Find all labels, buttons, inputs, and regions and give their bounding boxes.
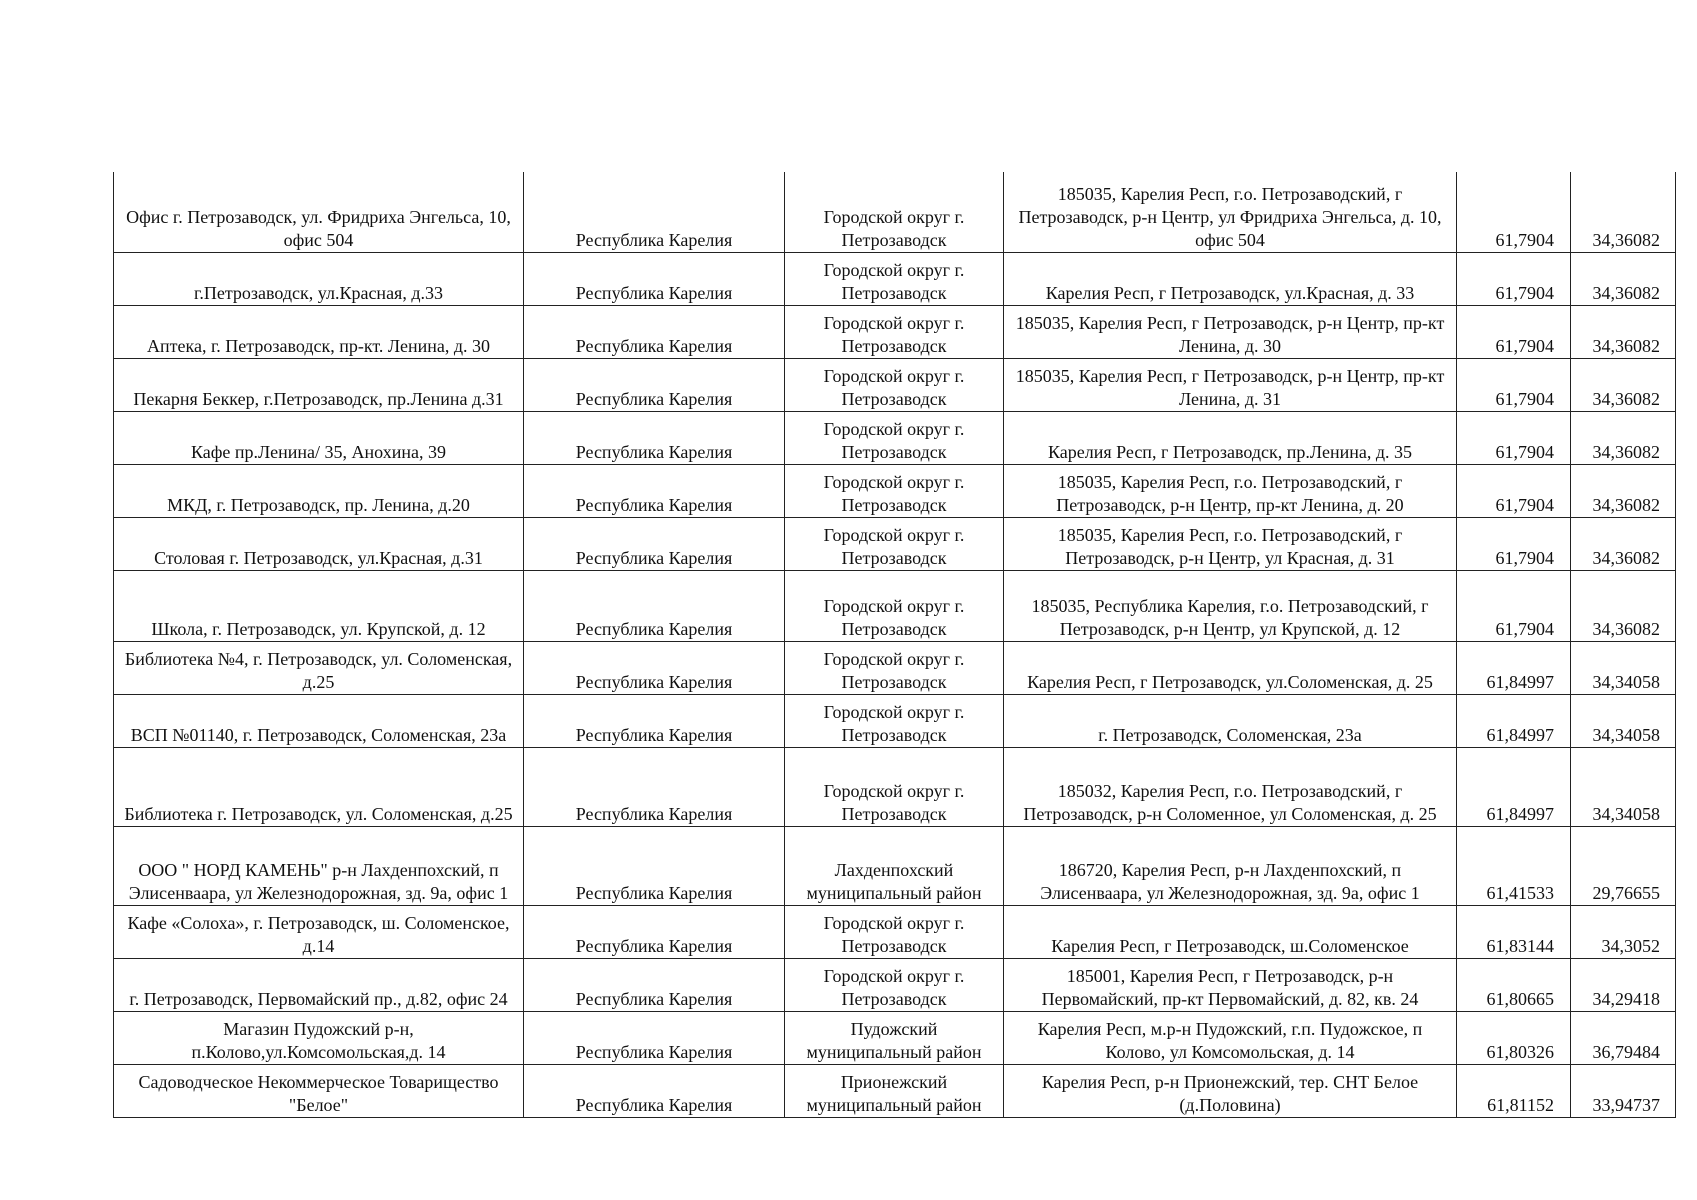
- cell-longitude: 34,29418: [1571, 958, 1676, 1011]
- table-row: [114, 517, 1676, 570]
- cell-district: Пудожский муниципальный район: [785, 1011, 1004, 1064]
- table-row: [114, 905, 1676, 958]
- data-table: [113, 172, 1676, 1118]
- cell-latitude: 61,7904: [1457, 570, 1571, 641]
- cell-address: Карелия Респ, г Петрозаводск, ул.Красная, д. 33: [1004, 252, 1457, 305]
- cell-latitude: 61,84997: [1457, 747, 1571, 826]
- cell-address: г. Петрозаводск, Соломенская, 23а: [1004, 694, 1457, 747]
- cell-longitude: 34,36082: [1571, 517, 1676, 570]
- cell-latitude: 61,7904: [1457, 411, 1571, 464]
- cell-district: Городской округ г. Петрозаводск: [785, 747, 1004, 826]
- cell-address: 185035, Карелия Респ, г Петрозаводск, р-н Центр, пр-кт Ленина, д. 30: [1004, 305, 1457, 358]
- cell-district: Прионежский муниципальный район: [785, 1064, 1004, 1117]
- cell-address: 185001, Карелия Респ, г Петрозаводск, р-н Первомайский, пр-кт Первомайский, д. 82, кв. 24: [1004, 958, 1457, 1011]
- table-row: [114, 252, 1676, 305]
- cell-longitude: 34,36082: [1571, 252, 1676, 305]
- cell-name: Аптека, г. Петрозаводск, пр-кт. Ленина, д. 30: [114, 305, 524, 358]
- table-row: [114, 172, 1676, 252]
- cell-region: Республика Карелия: [524, 747, 785, 826]
- cell-region: Республика Карелия: [524, 1011, 785, 1064]
- cell-name: г.Петрозаводск, ул.Красная, д.33: [114, 252, 524, 305]
- cell-district: Городской округ г. Петрозаводск: [785, 411, 1004, 464]
- cell-name: Школа, г. Петрозаводск, ул. Крупской, д. 12: [114, 570, 524, 641]
- cell-latitude: 61,7904: [1457, 517, 1571, 570]
- cell-name: Магазин Пудожский р-н, п.Колово,ул.Комсомольская,д. 14: [114, 1011, 524, 1064]
- cell-address: 185035, Карелия Респ, г.о. Петрозаводский, г Петрозаводск, р-н Центр, ул Красная, д. 31: [1004, 517, 1457, 570]
- cell-longitude: 34,36082: [1571, 172, 1676, 252]
- cell-longitude: 33,94737: [1571, 1064, 1676, 1117]
- cell-region: Республика Карелия: [524, 411, 785, 464]
- cell-address: Карелия Респ, г Петрозаводск, ул.Соломенская, д. 25: [1004, 641, 1457, 694]
- cell-latitude: 61,7904: [1457, 305, 1571, 358]
- cell-address: 185035, Республика Карелия, г.о. Петрозаводский, г Петрозаводск, р-н Центр, ул Крупской, д. 12: [1004, 570, 1457, 641]
- cell-latitude: 61,7904: [1457, 358, 1571, 411]
- cell-longitude: 34,34058: [1571, 641, 1676, 694]
- table-row: [114, 747, 1676, 826]
- cell-latitude: 61,80665: [1457, 958, 1571, 1011]
- cell-district: Городской округ г. Петрозаводск: [785, 958, 1004, 1011]
- cell-region: Республика Карелия: [524, 570, 785, 641]
- cell-latitude: 61,84997: [1457, 641, 1571, 694]
- cell-region: Республика Карелия: [524, 305, 785, 358]
- cell-longitude: 34,3052: [1571, 905, 1676, 958]
- cell-longitude: 34,36082: [1571, 411, 1676, 464]
- table-row: [114, 694, 1676, 747]
- cell-address: 185035, Карелия Респ, г.о. Петрозаводский, г Петрозаводск, р-н Центр, пр-кт Ленина, д. 20: [1004, 464, 1457, 517]
- table-row: [114, 570, 1676, 641]
- table-row: [114, 1011, 1676, 1064]
- cell-district: Городской округ г. Петрозаводск: [785, 905, 1004, 958]
- cell-region: Республика Карелия: [524, 358, 785, 411]
- cell-latitude: 61,41533: [1457, 826, 1571, 905]
- table-body: [114, 172, 1676, 1117]
- cell-name: Столовая г. Петрозаводск, ул.Красная, д.31: [114, 517, 524, 570]
- cell-name: ООО " НОРД КАМЕНЬ" р-н Лахденпохский, п Элисенваара, ул Железнодорожная, зд. 9а, офис 1: [114, 826, 524, 905]
- table-row: [114, 358, 1676, 411]
- cell-longitude: 34,36082: [1571, 570, 1676, 641]
- cell-region: Республика Карелия: [524, 905, 785, 958]
- cell-name: Библиотека №4, г. Петрозаводск, ул. Соломенская, д.25: [114, 641, 524, 694]
- cell-district: Городской округ г. Петрозаводск: [785, 172, 1004, 252]
- cell-name: МКД, г. Петрозаводск, пр. Ленина, д.20: [114, 464, 524, 517]
- cell-name: Кафе «Солоха», г. Петрозаводск, ш. Соломенское, д.14: [114, 905, 524, 958]
- cell-district: Городской округ г. Петрозаводск: [785, 358, 1004, 411]
- cell-longitude: 29,76655: [1571, 826, 1676, 905]
- cell-district: Лахденпохский муниципальный район: [785, 826, 1004, 905]
- cell-name: Пекарня Беккер, г.Петрозаводск, пр.Ленина д.31: [114, 358, 524, 411]
- cell-name: г. Петрозаводск, Первомайский пр., д.82, офис 24: [114, 958, 524, 1011]
- cell-address: 185035, Карелия Респ, г.о. Петрозаводский, г Петрозаводск, р-н Центр, ул Фридриха Энгельса, д. 10, офис 504: [1004, 172, 1457, 252]
- cell-district: Городской округ г. Петрозаводск: [785, 464, 1004, 517]
- table-row: [114, 305, 1676, 358]
- cell-address: Карелия Респ, г Петрозаводск, пр.Ленина, д. 35: [1004, 411, 1457, 464]
- cell-address: 185032, Карелия Респ, г.о. Петрозаводский, г Петрозаводск, р-н Соломенное, ул Соломенская, д. 25: [1004, 747, 1457, 826]
- cell-region: Республика Карелия: [524, 464, 785, 517]
- cell-region: Республика Карелия: [524, 172, 785, 252]
- cell-longitude: 34,36082: [1571, 358, 1676, 411]
- cell-address: Карелия Респ, р-н Прионежский, тер. СНТ Белое (д.Половина): [1004, 1064, 1457, 1117]
- cell-district: Городской округ г. Петрозаводск: [785, 641, 1004, 694]
- cell-region: Республика Карелия: [524, 641, 785, 694]
- cell-name: Садоводческое Некоммерческое Товарищество "Белое": [114, 1064, 524, 1117]
- cell-region: Республика Карелия: [524, 958, 785, 1011]
- table-row: [114, 411, 1676, 464]
- cell-region: Республика Карелия: [524, 694, 785, 747]
- cell-address: 185035, Карелия Респ, г Петрозаводск, р-н Центр, пр-кт Ленина, д. 31: [1004, 358, 1457, 411]
- table-row: [114, 958, 1676, 1011]
- cell-district: Городской округ г. Петрозаводск: [785, 305, 1004, 358]
- table-row: [114, 1064, 1676, 1117]
- cell-district: Городской округ г. Петрозаводск: [785, 570, 1004, 641]
- cell-district: Городской округ г. Петрозаводск: [785, 517, 1004, 570]
- table-row: [114, 641, 1676, 694]
- cell-name: ВСП №01140, г. Петрозаводск, Соломенская, 23а: [114, 694, 524, 747]
- cell-address: Карелия Респ, м.р-н Пудожский, г.п. Пудожское, п Колово, ул Комсомольская, д. 14: [1004, 1011, 1457, 1064]
- cell-longitude: 34,36082: [1571, 464, 1676, 517]
- cell-longitude: 34,34058: [1571, 747, 1676, 826]
- cell-latitude: 61,81152: [1457, 1064, 1571, 1117]
- cell-longitude: 34,34058: [1571, 694, 1676, 747]
- cell-district: Городской округ г. Петрозаводск: [785, 694, 1004, 747]
- cell-longitude: 34,36082: [1571, 305, 1676, 358]
- cell-latitude: 61,80326: [1457, 1011, 1571, 1064]
- cell-region: Республика Карелия: [524, 252, 785, 305]
- cell-name: Библиотека г. Петрозаводск, ул. Соломенская, д.25: [114, 747, 524, 826]
- cell-latitude: 61,7904: [1457, 172, 1571, 252]
- cell-address: Карелия Респ, г Петрозаводск, ш.Соломенское: [1004, 905, 1457, 958]
- cell-latitude: 61,84997: [1457, 694, 1571, 747]
- cell-district: Городской округ г. Петрозаводск: [785, 252, 1004, 305]
- cell-latitude: 61,7904: [1457, 252, 1571, 305]
- cell-region: Республика Карелия: [524, 517, 785, 570]
- table-row: [114, 464, 1676, 517]
- cell-region: Республика Карелия: [524, 1064, 785, 1117]
- cell-region: Республика Карелия: [524, 826, 785, 905]
- table-row: [114, 826, 1676, 905]
- cell-latitude: 61,83144: [1457, 905, 1571, 958]
- cell-name: Офис г. Петрозаводск, ул. Фридриха Энгельса, 10, офис 504: [114, 172, 524, 252]
- cell-longitude: 36,79484: [1571, 1011, 1676, 1064]
- cell-name: Кафе пр.Ленина/ 35, Анохина, 39: [114, 411, 524, 464]
- cell-latitude: 61,7904: [1457, 464, 1571, 517]
- cell-address: 186720, Карелия Респ, р-н Лахденпохский, п Элисенваара, ул Железнодорожная, зд. 9а, офис 1: [1004, 826, 1457, 905]
